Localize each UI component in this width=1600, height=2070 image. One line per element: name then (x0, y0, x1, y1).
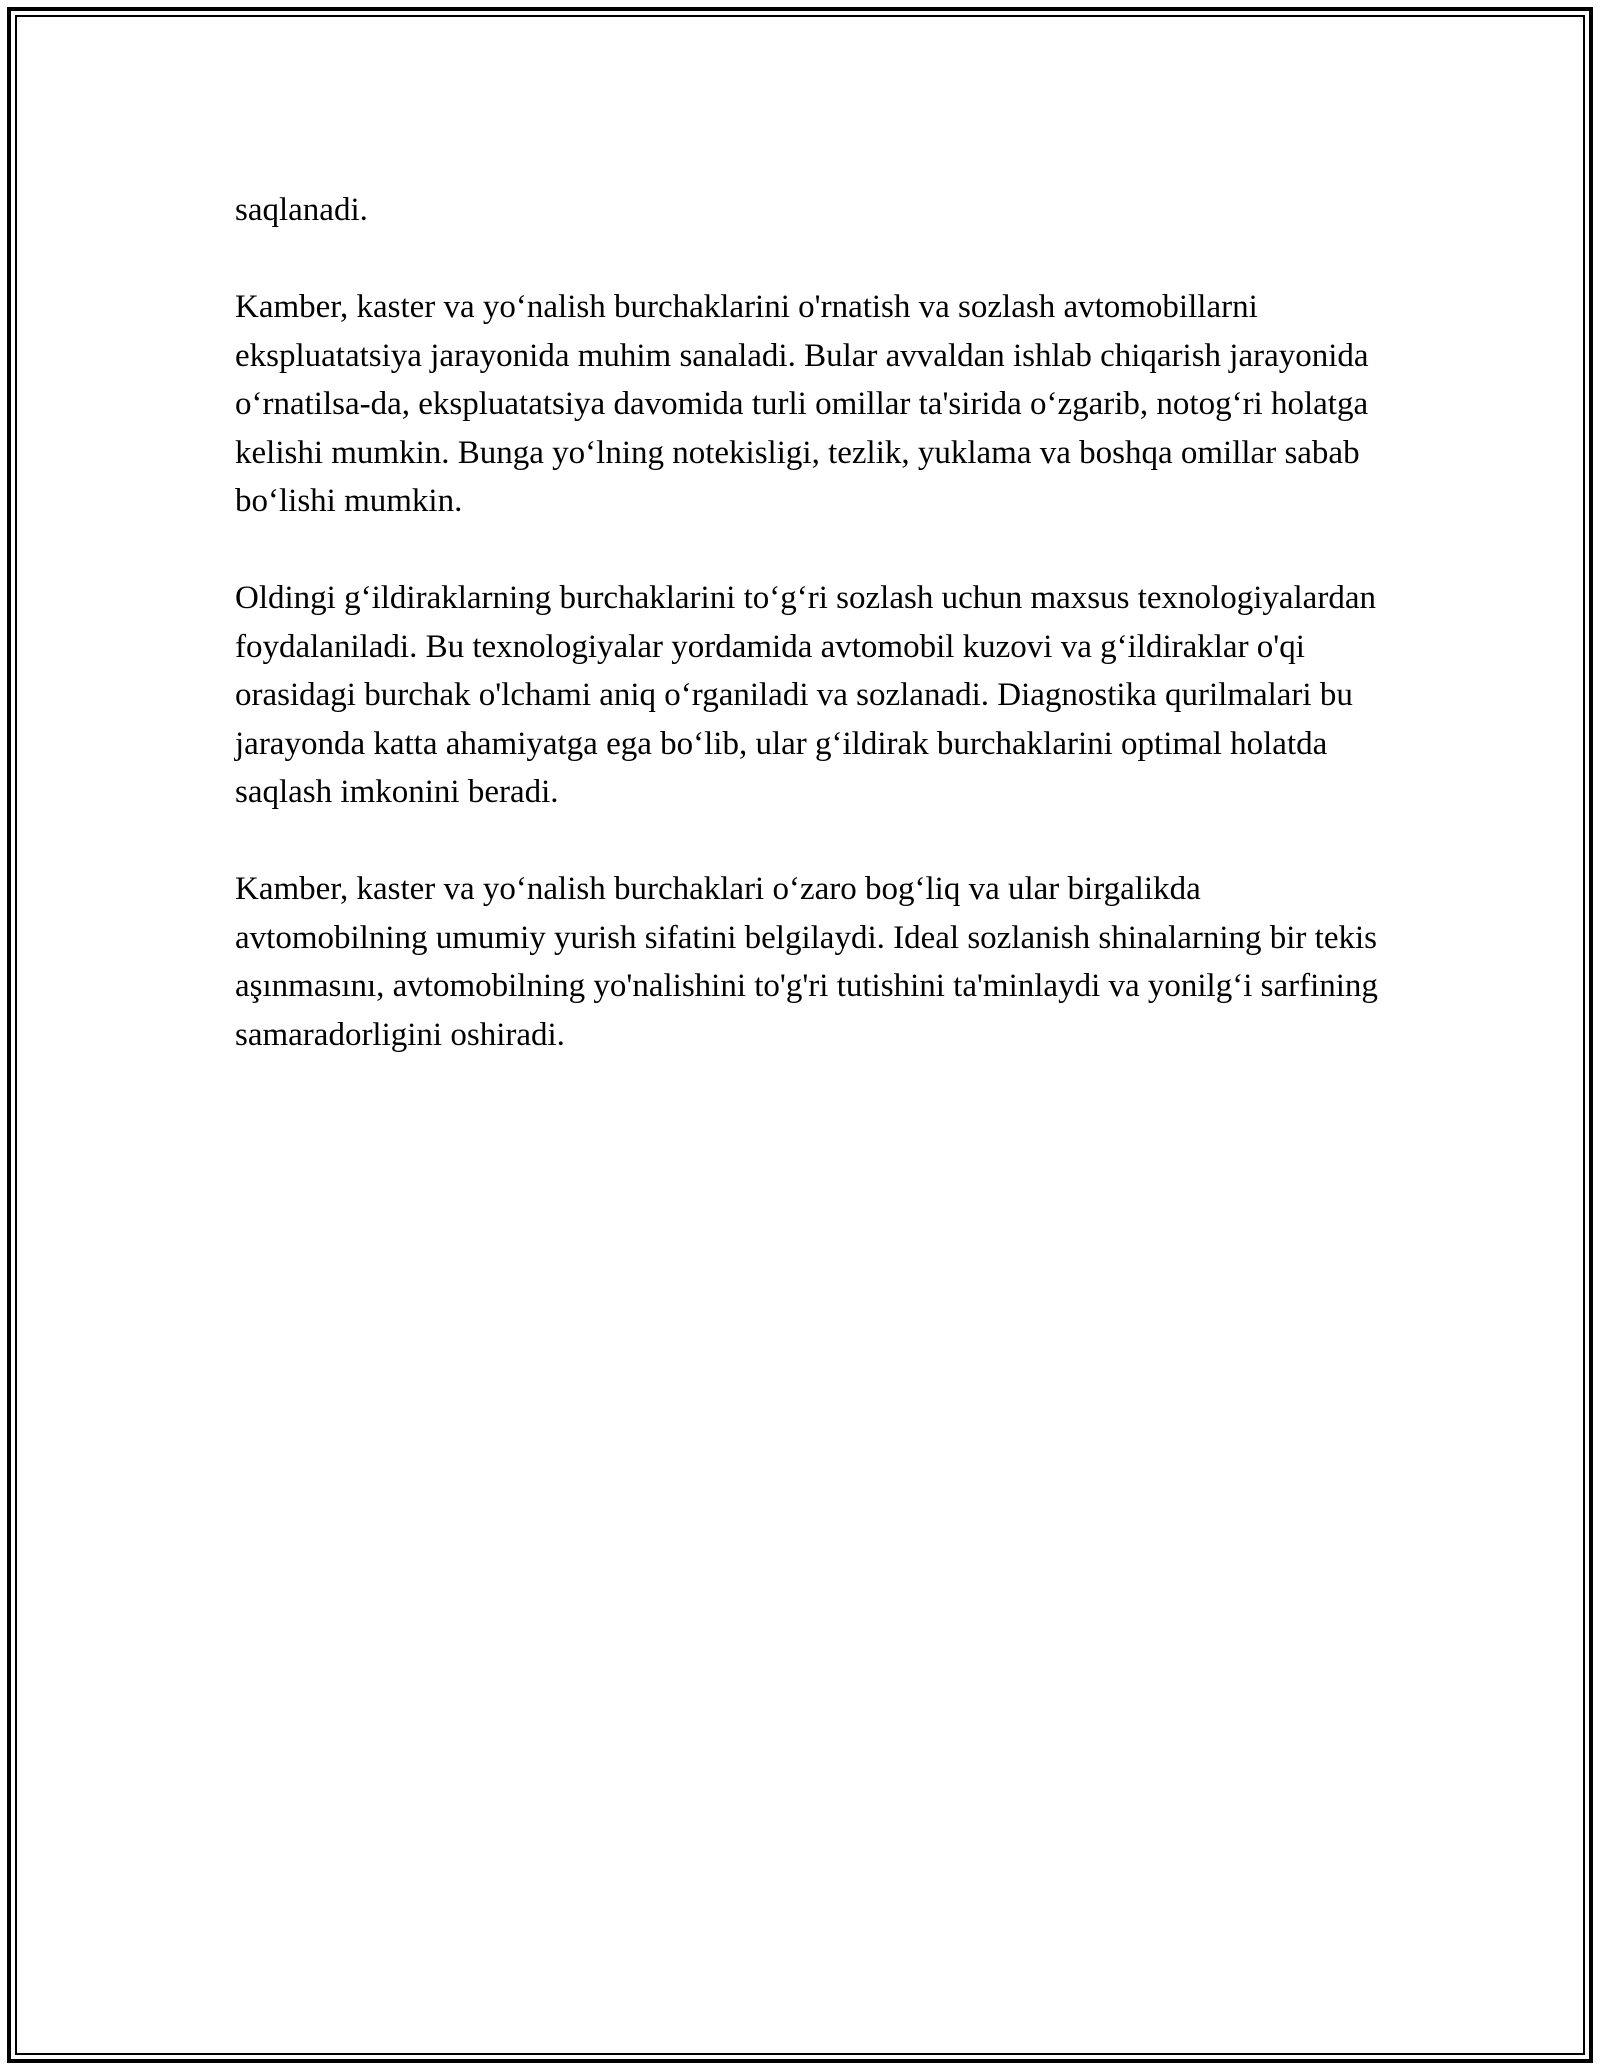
paragraph-technologies: Oldingi g‘ildiraklarning burchaklarini to‘g‘ri sozlash uchun maxsus texnologiyalardan foydalaniladi. Bu texnologiyalar yordamida avtomobil kuzovi va g‘ildiraklar o'qi orasidagi burchak o'lchami aniq o‘rganiladi va sozlanadi. Diagnostika qurilmalari bu jarayonda katta ahamiyatga ega bo‘lib, ular g‘ildirak burchaklarini optimal holatda saqlash imkonini beradi. (235, 580, 1376, 810)
paragraph-continuation: saqlanadi. (235, 192, 368, 228)
paragraph-angles-setup: Kamber, kaster va yo‘nalish burchaklarini o'rnatish va sozlash avtomobillarni ekspluatatsiya jarayonida muhim sanaladi. Bular avvaldan ishlab chiqarish jarayonida o‘rnatilsa-da, ekspluatatsiya davomida turli omillar ta'sirida o‘zgarib, notog‘ri holatga kelishi mumkin. Bunga yo‘lning notekisligi, tezlik, yuklama va boshqa omillar sabab bo‘lishi mumkin. (235, 289, 1369, 519)
document-body (235, 186, 1395, 1108)
paragraph-conclusion: Kamber, kaster va yo‘nalish burchaklari o‘zaro bog‘liq va ular birgalikda avtomobilning umumiy yurish sifatini belgilaydi. Ideal sozlanish shinalarning bir tekis aşınmasını, avtomobilning yo'nalishini to'g'ri tutishini ta'minlaydi va yonilg‘i sarfining samaradorligini oshiradi. (235, 871, 1378, 1053)
